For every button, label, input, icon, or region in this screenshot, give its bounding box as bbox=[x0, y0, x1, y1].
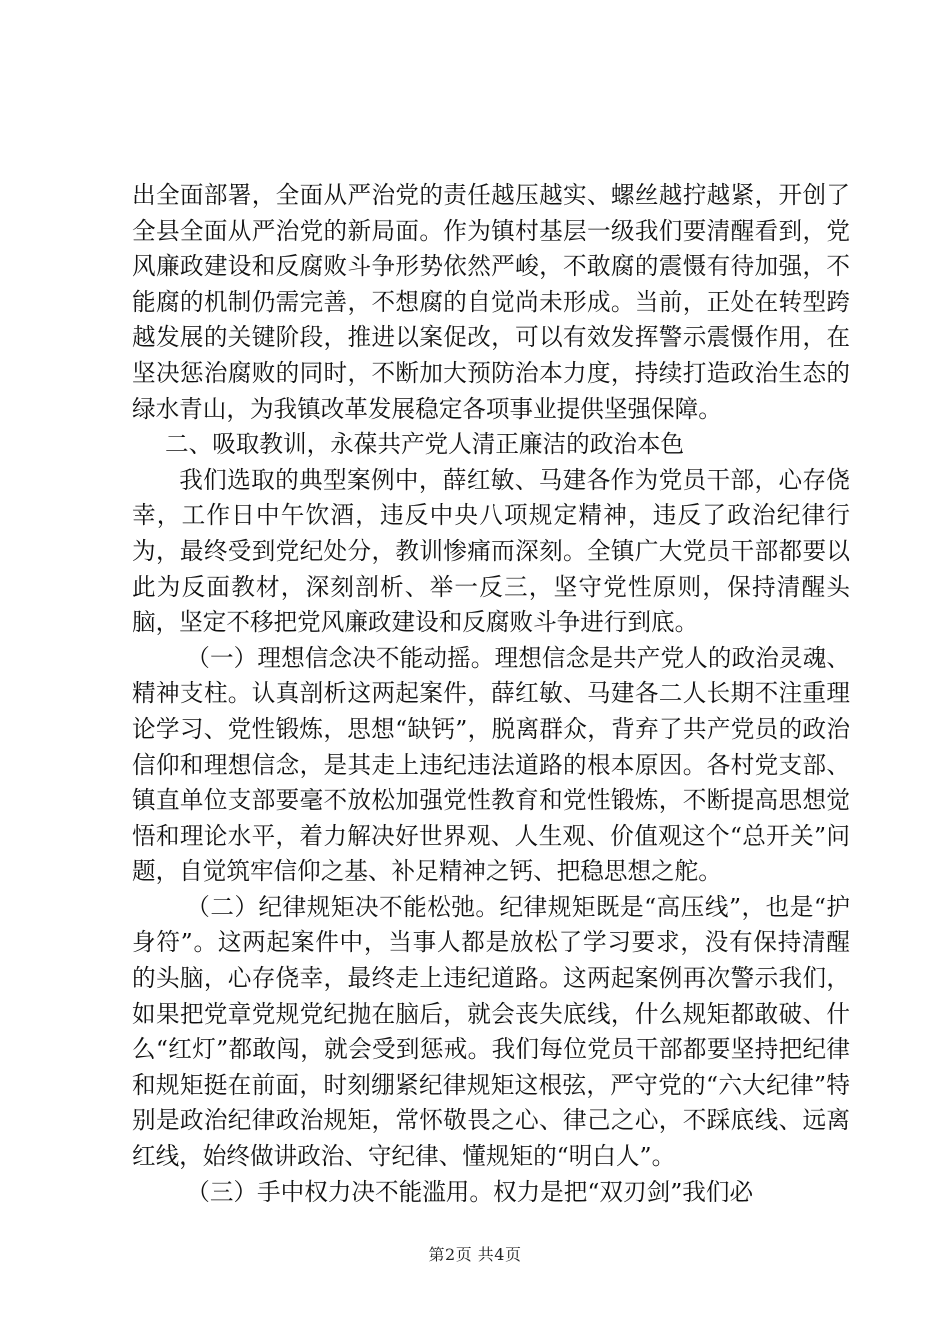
subsection-3: （三）手中权力决不能滥用。权力是把“双刃剑”我们必 bbox=[186, 1177, 754, 1206]
section-heading-2: 二、吸取教训，永葆共产党人清正廉洁的政治本色 bbox=[165, 430, 685, 459]
page-number-footer: 第2页 共4页 bbox=[428, 1245, 522, 1264]
subsection-1: （一）理想信念决不能动摇。理想信念是共产党人的政治灵魂、精神支柱。认真剖析这两起案件，薛红敏、马建各二人长期不注重理论学习、党性锻炼，思想“缺钙”，脱离群众，背弃了共产党员的政治信仰和理想信念，是其走上违纪违法道路的根本原因。各村党支部、镇直单位支部要毫不放松加强党性教育和党性锻炼，不断提高思想觉悟和理论水平，着力解决好世界观、人生观、价值观这个“总开关”问题，自觉筑牢信仰之基、补足精神之钙、把稳思想之舵。 bbox=[132, 643, 850, 886]
document-body bbox=[132, 178, 850, 1210]
paragraph-1: 出全面部署，全面从严治党的责任越压越实、螺丝越拧越紧，开创了全县全面从严治党的新局面。作为镇村基层一级我们要清醒看到，党风廉政建设和反腐败斗争形势依然严峻，不敢腐的震慑有待加强，不能腐的机制仍需完善，不想腐的自觉尚未形成。当前，正处在转型跨越发展的关键阶段，推进以案促改，可以有效发挥警示震慑作用，在坚决惩治腐败的同时，不断加大预防治本力度，持续打造政治生态的绿水青山，为我镇改革发展稳定各项事业提供坚强保障。 bbox=[132, 181, 850, 423]
paragraph-2: 我们选取的典型案例中，薛红敏、马建各作为党员干部，心存侥幸，工作日中午饮酒，违反中央八项规定精神，违反了政治纪律行为，最终受到党纪处分，教训惨痛而深刻。全镇广大党员干部都要以此为反面教材，深刻剖析、举一反三，坚守党性原则，保持清醒头脑，坚定不移把党风廉政建设和反腐败斗争进行到底。 bbox=[132, 465, 850, 637]
subsection-2: （二）纪律规矩决不能松弛。纪律规矩既是“高压线”，也是“护身符”。这两起案件中，当事人都是放松了学习要求，没有保持清醒的头脑，心存侥幸，最终走上违纪道路。这两起案例再次警示我们，如果把党章党规党纪抛在脑后，就会丧失底线，什么规矩都敢破、什么“红灯”都敢闯，就会受到惩戒。我们每位党员干部都要坚持把纪律和规矩挺在前面，时刻绷紧纪律规矩这根弦，严守党的“六大纪律”特别是政治纪律政治规矩，常怀敬畏之心、律己之心，不踩底线、远离红线，始终做讲政治、守纪律、懂规矩的“明白人”。 bbox=[132, 892, 850, 1171]
